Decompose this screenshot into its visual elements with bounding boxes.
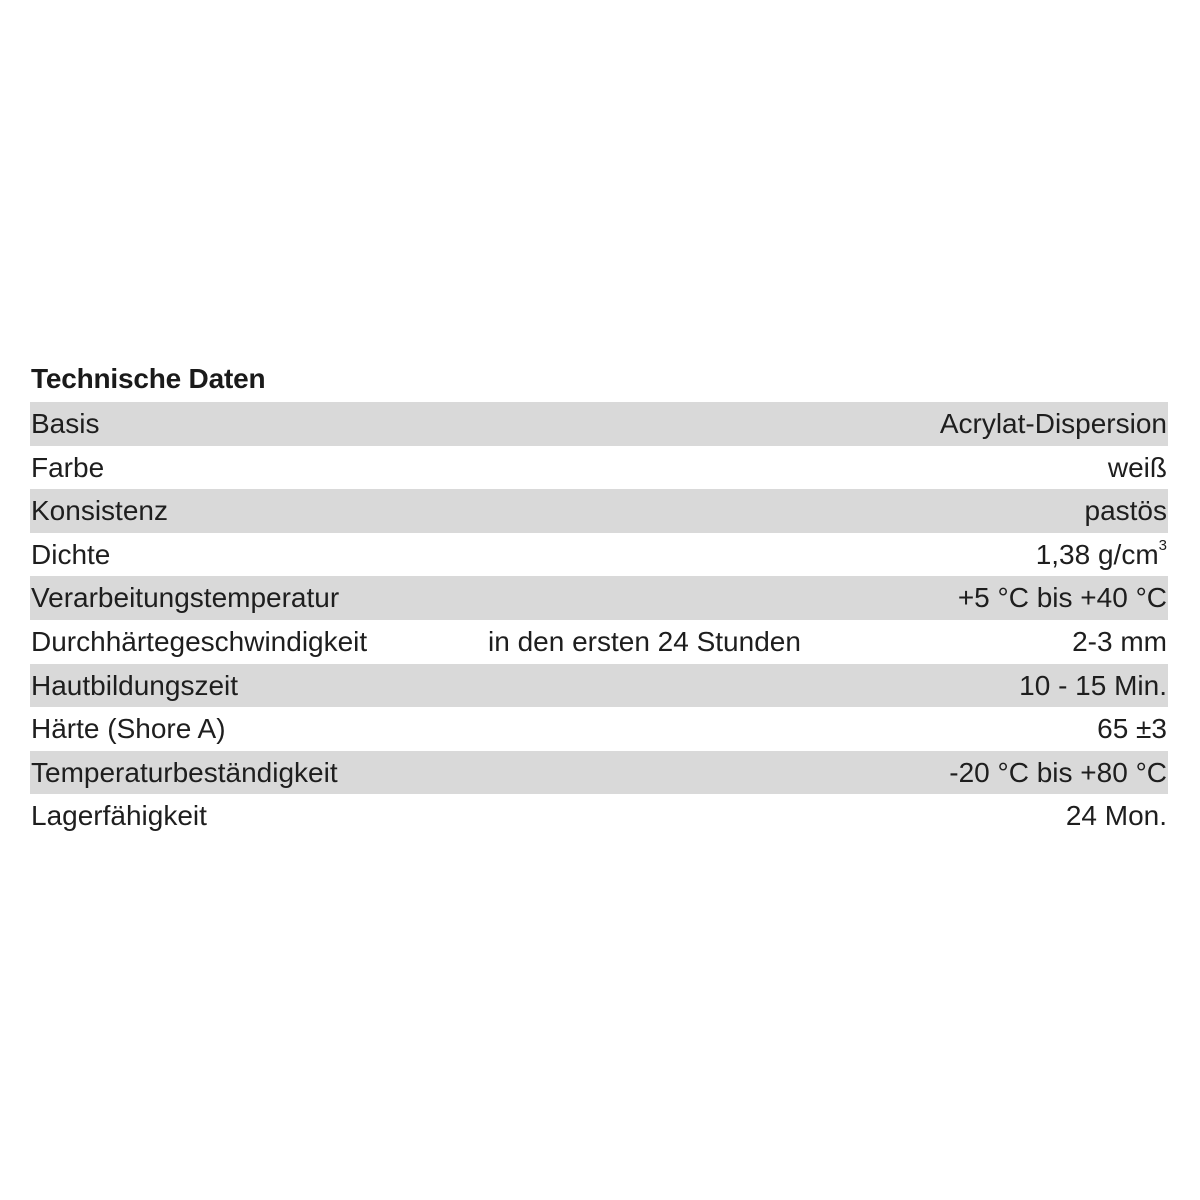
technical-data-section <box>30 358 1168 838</box>
table-row <box>30 707 1168 751</box>
row-value-superscript: 3 <box>1158 536 1167 554</box>
table-row <box>30 446 1168 490</box>
row-value <box>949 751 1167 795</box>
row-value <box>1108 446 1167 490</box>
row-value-text: -20 °C bis +80 °C <box>949 756 1167 788</box>
row-value-text: +5 °C bis +40 °C <box>957 582 1167 614</box>
table-row <box>30 576 1168 620</box>
row-value-text: 2-3 mm <box>1072 625 1167 657</box>
row-label: Verarbeitungstemperatur <box>31 582 340 614</box>
row-value <box>1019 664 1167 708</box>
row-note: in den ersten 24 Stunden <box>488 625 801 657</box>
row-value <box>940 402 1167 446</box>
row-value-text: Acrylat-Dispersion <box>939 408 1167 439</box>
row-label: Hautbildungszeit <box>31 669 239 701</box>
row-value-text: pastös <box>1084 495 1167 527</box>
section-title: Technische Daten <box>31 363 266 394</box>
row-value <box>1072 620 1167 664</box>
row-value-text: 24 Mon. <box>1065 800 1167 832</box>
row-label: Dichte <box>31 538 111 570</box>
row-value <box>1085 489 1168 533</box>
row-label: Konsistenz <box>31 495 168 527</box>
table-row <box>30 664 1168 708</box>
row-label: Farbe <box>31 451 105 483</box>
row-label: Härte (Shore A) <box>31 713 226 745</box>
row-label: Lagerfähigkeit <box>31 800 207 832</box>
table-row <box>30 620 1168 664</box>
row-label: Durchhärtegeschwindigkeit <box>31 625 368 657</box>
row-value <box>1066 794 1167 838</box>
table-row <box>30 402 1168 446</box>
row-label: Temperaturbeständigkeit <box>31 756 338 788</box>
row-label: Basis <box>31 408 100 439</box>
row-value-text: 65 ±3 <box>1097 713 1167 745</box>
table-row <box>30 751 1168 795</box>
row-value <box>1097 707 1167 751</box>
table-row <box>30 794 1168 838</box>
row-value <box>1036 533 1167 577</box>
table-row <box>30 533 1168 577</box>
table-row <box>30 489 1168 533</box>
row-value-text: 10 - 15 Min. <box>1019 669 1167 701</box>
row-value-text: 1,38 g/cm <box>1035 538 1159 570</box>
spec-table <box>30 402 1168 838</box>
row-value <box>958 576 1167 620</box>
row-value-text: weiß <box>1107 451 1167 483</box>
